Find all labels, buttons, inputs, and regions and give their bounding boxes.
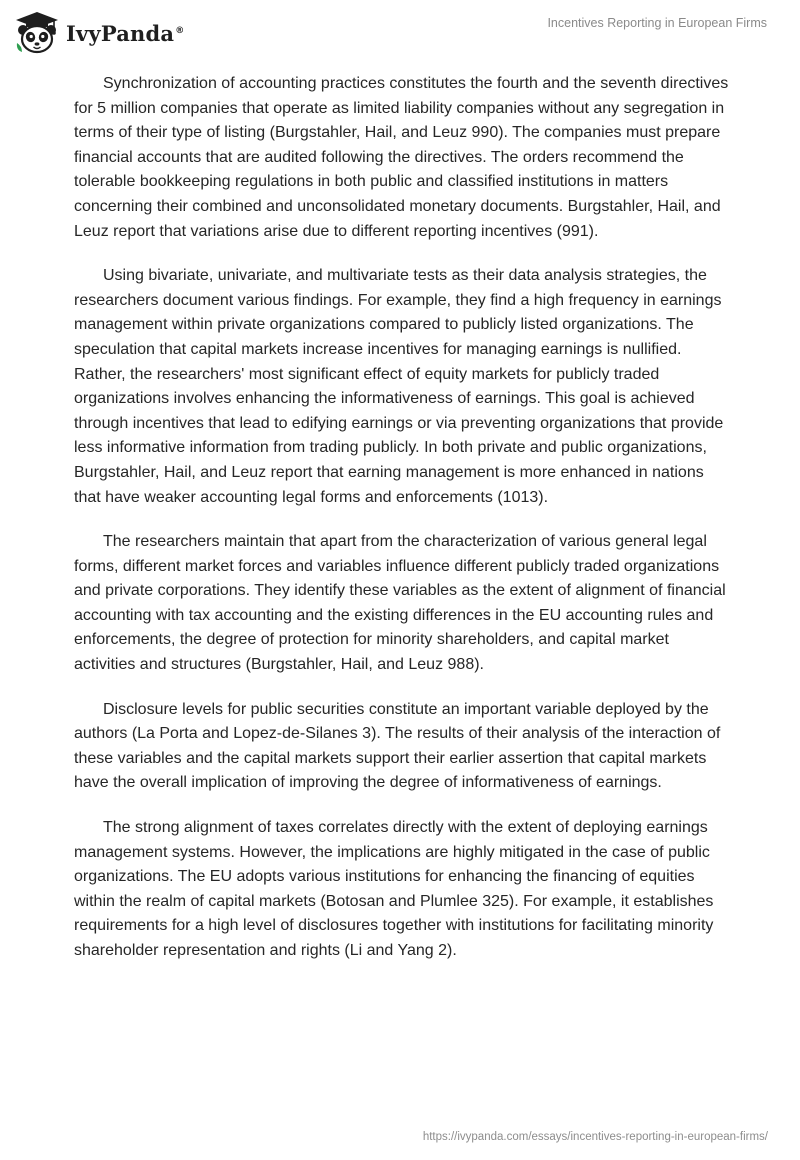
logo-text: IvyPanda®	[66, 20, 185, 46]
document-title: Incentives Reporting in European Firms	[547, 16, 767, 30]
panda-graduate-icon	[14, 10, 60, 54]
paragraph-1: Synchronization of accounting practices constitutes the fourth and the seventh directives for 5 million companies that operate as limited liability companies without any segregation in terms of their type of listing (Burgstahler, Hail, and Leuz 990). The companies must prepare financial accounts that are audited following the directives. The orders recommend the tolerable bookkeeping regulations in both public and classified institutions in matters concerning their combined and unconsolidated monetary documents. Burgstahler, Hail, and Leuz report that variations arise due to different reporting incentives (991).	[74, 75, 729, 240]
registered-mark: ®	[175, 25, 185, 36]
paragraph-4: Disclosure levels for public securities constitute an important variable deployed by the authors (La Porta and Lopez-de-Silanes 3). The results of their analysis of the interaction of these variables and the capital markets support their earlier assertion that capital markets have the overall implication of improving the degree of informativeness of earnings.	[74, 700, 721, 792]
paragraph-3: The researchers maintain that apart from the characterization of various general legal forms, different market forces and variables influence different publicly traded organizations and private corporations. They identify these variables as the extent of alignment of financial accounting with tax accounting and the existing differences in the EU accounting rules and enforcements, the degree of protection for minority shareholders, and capital market activities and structures (Burgstahler, Hail, and Leuz 988).	[74, 533, 726, 674]
paragraph-2: Using bivariate, univariate, and multivariate tests as their data analysis strategies, the researchers document various findings. For example, they find a high frequency in earnings management within private organizations compared to publicly listed organizations. The speculation that capital markets increase incentives for managing earnings is nullified. Rather, the researchers' most significant effect of equity markets for publicly traded organizations involves enhancing the informativeness of earnings. This goal is achieved through incentives that lead to edifying earnings or via preventing organizations that provide less informative information from trading publicly. In both private and public organizations, Burgstahler, Hail, and Leuz report that earning management is more enhanced in nations that have weaker accounting legal forms and enforcements (1013).	[74, 267, 724, 506]
ivypanda-logo[interactable]	[14, 10, 184, 54]
page-header	[0, 0, 800, 60]
paragraph-5: The strong alignment of taxes correlates directly with the extent of deploying earnings management systems. However, the implications are highly mitigated in the case of public organizations. The EU adopts various institutions for enhancing the financing of equities within the realm of capital markets (Botosan and Plumlee 325). For example, it establishes requirements for a high level of disclosures together with institutions for facilitating minority shareholder representation and rights (Li and Yang 2).	[74, 819, 714, 959]
essay-body	[74, 72, 734, 984]
source-url-link[interactable]: https://ivypanda.com/essays/incentives-reporting-in-european-firms/	[422, 1131, 768, 1143]
